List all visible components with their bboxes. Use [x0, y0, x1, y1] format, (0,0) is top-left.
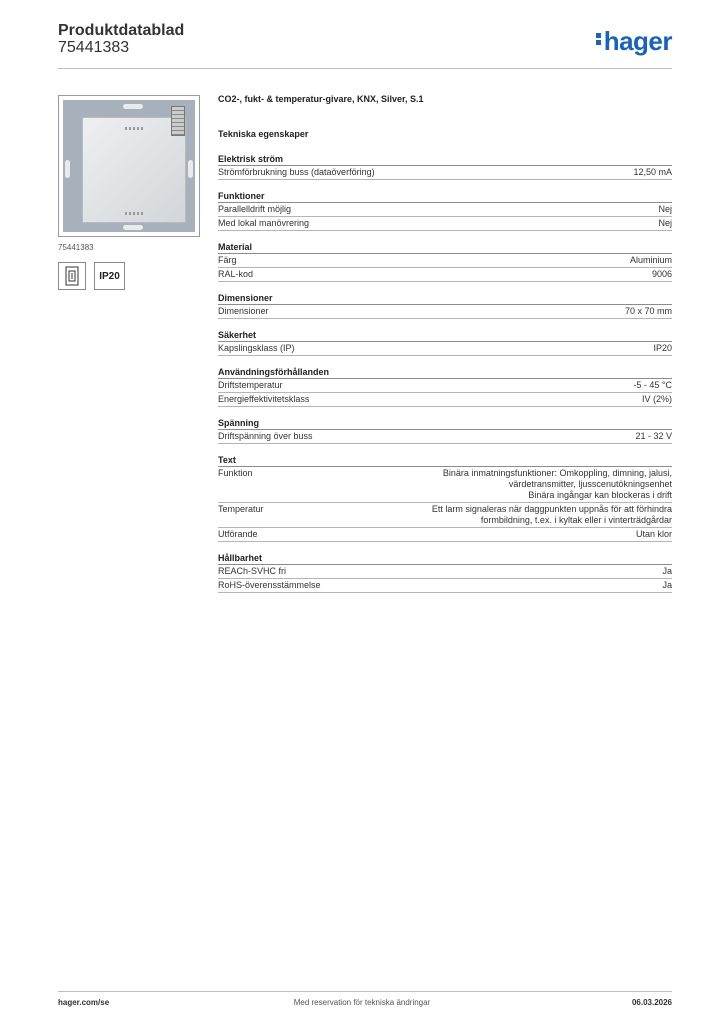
spec-label: Driftstemperatur	[218, 380, 283, 390]
spec-value: 70 x 70 mm	[624, 306, 672, 316]
sensor-vent-bottom	[125, 212, 143, 215]
spec-value: Ja	[662, 566, 672, 576]
spec-label: Funktion	[218, 468, 253, 478]
spec-label: Temperatur	[218, 504, 264, 514]
spec-label: Med lokal manövrering	[218, 218, 310, 228]
section-heading: Text	[218, 455, 672, 467]
spec-label: Kapslingsklass (IP)	[218, 343, 295, 353]
mount-slot	[188, 160, 193, 178]
sensor-vent-top	[125, 127, 143, 130]
spec-label: Driftspänning över buss	[218, 431, 313, 441]
spec-label: Energieffektivitetsklass	[218, 394, 310, 404]
spec-label: RoHS-överensstämmelse	[218, 580, 321, 590]
spec-row	[218, 342, 672, 356]
section-heading: Användningsförhållanden	[218, 367, 672, 379]
product-image	[58, 95, 200, 237]
spec-row	[218, 528, 672, 542]
footer-site: hager.com/se	[58, 998, 110, 1007]
footer-divider	[58, 991, 672, 992]
spec-value: Aluminium	[629, 255, 672, 265]
section-heading: Material	[218, 242, 672, 254]
spec-row	[218, 217, 672, 231]
spec-value: Nej	[658, 218, 672, 228]
spec-value: IP20	[653, 343, 672, 353]
product-frame	[63, 100, 195, 232]
section-heading: Funktioner	[218, 191, 672, 203]
spec-value: 12,50 mA	[633, 167, 672, 177]
spec-content	[218, 94, 672, 593]
spec-value: 9006	[651, 269, 672, 279]
spec-label: Parallelldrift möjlig	[218, 204, 292, 214]
product-title: CO2-, fukt- & temperatur-givare, KNX, Silver, S.1	[218, 94, 424, 104]
spec-row	[218, 379, 672, 393]
spec-row	[218, 305, 672, 319]
hager-logo	[596, 26, 672, 57]
spec-value: Nej	[658, 204, 672, 214]
spec-value: Binära inmatningsfunktioner: Omkoppling, dimning, jalusi, värdetransmitter, ljusscenutökningsenhet Binära ingångar kan blockeras i drift	[442, 468, 672, 500]
spec-row	[218, 393, 672, 407]
mount-slot	[123, 104, 143, 109]
spec-value: Ett larm signaleras när daggpunkten uppnås för att förhindra formbildning, t.ex. i kyltak eller i vinterträdgårdar	[431, 504, 672, 525]
tech-heading: Tekniska egenskaper	[218, 129, 309, 139]
logo-text: hager	[603, 26, 672, 56]
spec-row	[218, 203, 672, 217]
knx-connector-icon	[171, 106, 185, 136]
page-title: Produktdatablad	[58, 22, 185, 39]
spec-row	[218, 254, 672, 268]
spec-row	[218, 166, 672, 180]
mount-slot	[65, 160, 70, 178]
footer-date: 06.03.2026	[631, 998, 672, 1007]
section-heading: Spänning	[218, 418, 672, 430]
section-heading: Säkerhet	[218, 330, 672, 342]
spec-label: RAL-kod	[218, 269, 254, 279]
ip-rating-badge: IP20	[94, 262, 125, 290]
spec-row	[218, 503, 672, 528]
section-heading: Elektrisk ström	[218, 154, 672, 166]
spec-value: -5 - 45 °C	[633, 380, 672, 390]
mount-slot	[123, 225, 143, 230]
spec-label: Utförande	[218, 529, 258, 539]
spec-sections	[218, 154, 672, 593]
spec-value: IV (2%)	[641, 394, 672, 404]
spec-label: Färg	[218, 255, 237, 265]
footer-note: Med reservation för tekniska ändringar	[293, 998, 431, 1007]
product-number: 75441383	[58, 39, 130, 56]
spec-label: Strömförbrukning buss (dataöverföring)	[218, 167, 375, 177]
section-heading: Dimensioner	[218, 293, 672, 305]
logo-dots-icon	[596, 31, 602, 47]
spec-row	[218, 467, 672, 503]
flush-mount-icon	[58, 262, 86, 290]
spec-row	[218, 579, 672, 593]
spec-row	[218, 430, 672, 444]
spec-label: Dimensioner	[218, 306, 269, 316]
spec-row	[218, 565, 672, 579]
header-divider	[58, 68, 672, 69]
spec-value: 21 - 32 V	[635, 431, 672, 441]
spec-label: REACh-SVHC fri	[218, 566, 287, 576]
spec-value: Utan klor	[635, 529, 672, 539]
section-heading: Hållbarhet	[218, 553, 672, 565]
spec-row	[218, 268, 672, 282]
image-caption: 75441383	[58, 243, 94, 252]
spec-value: Ja	[662, 580, 672, 590]
